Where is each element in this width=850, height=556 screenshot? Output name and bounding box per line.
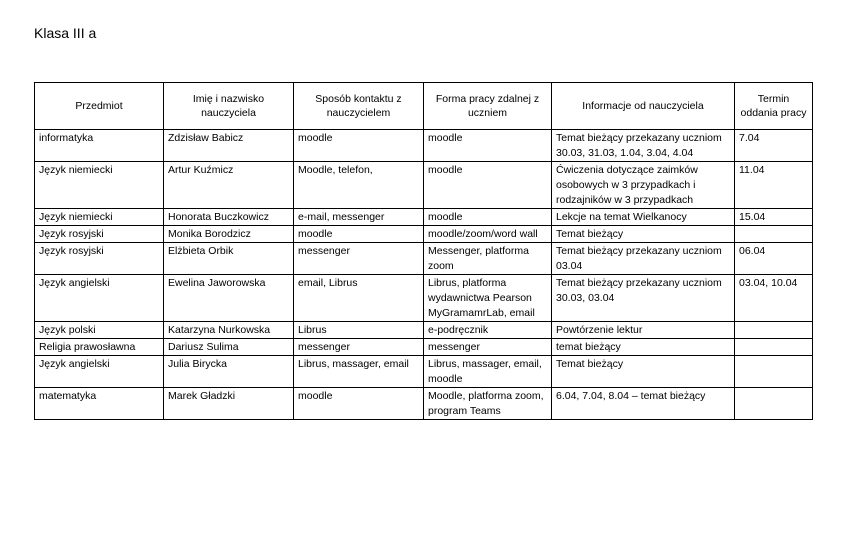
teacher-cell: Dariusz Sulima [164, 339, 294, 356]
work-form-cell: Librus, platforma wydawnictwa Pearson MyGramamrLab, email [424, 275, 552, 322]
contact-cell: email, Librus [294, 275, 424, 322]
subject-cell: Język niemiecki [35, 162, 164, 209]
info-cell: Powtórzenie lektur [552, 322, 735, 339]
subject-cell: informatyka [35, 130, 164, 162]
teacher-cell: Monika Borodzicz [164, 226, 294, 243]
table-row [35, 388, 813, 420]
work-form-cell: moodle [424, 130, 552, 162]
table-row [35, 243, 813, 275]
deadline-cell [735, 226, 813, 243]
table-row [35, 322, 813, 339]
header-teacher-name: Imię i nazwisko nauczyciela [164, 83, 294, 130]
deadline-cell: 06.04 [735, 243, 813, 275]
subject-cell: Język angielski [35, 356, 164, 388]
work-form-cell: moodle [424, 209, 552, 226]
teacher-cell: Marek Gładzki [164, 388, 294, 420]
deadline-cell: 11.04 [735, 162, 813, 209]
contact-cell: messenger [294, 243, 424, 275]
work-form-cell: Messenger, platforma zoom [424, 243, 552, 275]
contact-cell: moodle [294, 130, 424, 162]
work-form-cell: e-podręcznik [424, 322, 552, 339]
subject-cell: Język rosyjski [35, 226, 164, 243]
teacher-cell: Artur Kuźmicz [164, 162, 294, 209]
table-row [35, 130, 813, 162]
teacher-cell: Katarzyna Nurkowska [164, 322, 294, 339]
subject-cell: matematyka [35, 388, 164, 420]
teacher-cell: Ewelina Jaworowska [164, 275, 294, 322]
table-header-row [35, 83, 813, 130]
info-cell: Lekcje na temat Wielkanocy [552, 209, 735, 226]
table-row [35, 339, 813, 356]
contact-cell: messenger [294, 339, 424, 356]
contact-cell: moodle [294, 388, 424, 420]
work-form-cell: messenger [424, 339, 552, 356]
info-cell: 6.04, 7.04, 8.04 – temat bieżący [552, 388, 735, 420]
header-deadline: Termin oddania pracy [735, 83, 813, 130]
info-cell: temat bieżący [552, 339, 735, 356]
subject-cell: Język rosyjski [35, 243, 164, 275]
document-title: Klasa III a [34, 25, 97, 41]
deadline-cell [735, 356, 813, 388]
table-row [35, 226, 813, 243]
contact-cell: Librus [294, 322, 424, 339]
work-form-cell: Librus, massager, email, moodle [424, 356, 552, 388]
teacher-cell: Elżbieta Orbik [164, 243, 294, 275]
teacher-cell: Honorata Buczkowicz [164, 209, 294, 226]
contact-cell: Moodle, telefon, [294, 162, 424, 209]
info-cell: Temat bieżący przekazany uczniom 30.03, 31.03, 1.04, 3.04, 4.04 [552, 130, 735, 162]
deadline-cell: 15.04 [735, 209, 813, 226]
header-remote-work-form: Forma pracy zdalnej z uczniem [424, 83, 552, 130]
info-cell: Temat bieżący [552, 356, 735, 388]
work-form-cell: moodle/zoom/word wall [424, 226, 552, 243]
teacher-cell: Zdzisław Babicz [164, 130, 294, 162]
deadline-cell: 7.04 [735, 130, 813, 162]
table-body [35, 130, 813, 420]
work-form-cell: Moodle, platforma zoom, program Teams [424, 388, 552, 420]
table-row [35, 356, 813, 388]
contact-cell: moodle [294, 226, 424, 243]
table-row [35, 275, 813, 322]
subject-cell: Język angielski [35, 275, 164, 322]
schedule-table [34, 82, 813, 420]
deadline-cell [735, 322, 813, 339]
table-row [35, 162, 813, 209]
contact-cell: Librus, massager, email [294, 356, 424, 388]
table-row [35, 209, 813, 226]
info-cell: Temat bieżący [552, 226, 735, 243]
info-cell: Temat bieżący przekazany uczniom 03.04 [552, 243, 735, 275]
subject-cell: Język niemiecki [35, 209, 164, 226]
subject-cell: Język polski [35, 322, 164, 339]
header-subject: Przedmiot [35, 83, 164, 130]
info-cell: Temat bieżący przekazany uczniom 30.03, 03.04 [552, 275, 735, 322]
teacher-cell: Julia Birycka [164, 356, 294, 388]
subject-cell: Religia prawosławna [35, 339, 164, 356]
deadline-cell: 03.04, 10.04 [735, 275, 813, 322]
contact-cell: e-mail, messenger [294, 209, 424, 226]
deadline-cell [735, 388, 813, 420]
work-form-cell: moodle [424, 162, 552, 209]
header-contact-method: Sposób kontaktu z nauczycielem [294, 83, 424, 130]
deadline-cell [735, 339, 813, 356]
info-cell: Ćwiczenia dotyczące zaimków osobowych w 3 przypadkach i rodzajników w 3 przypadkach [552, 162, 735, 209]
header-teacher-info: Informacje od nauczyciela [552, 83, 735, 130]
